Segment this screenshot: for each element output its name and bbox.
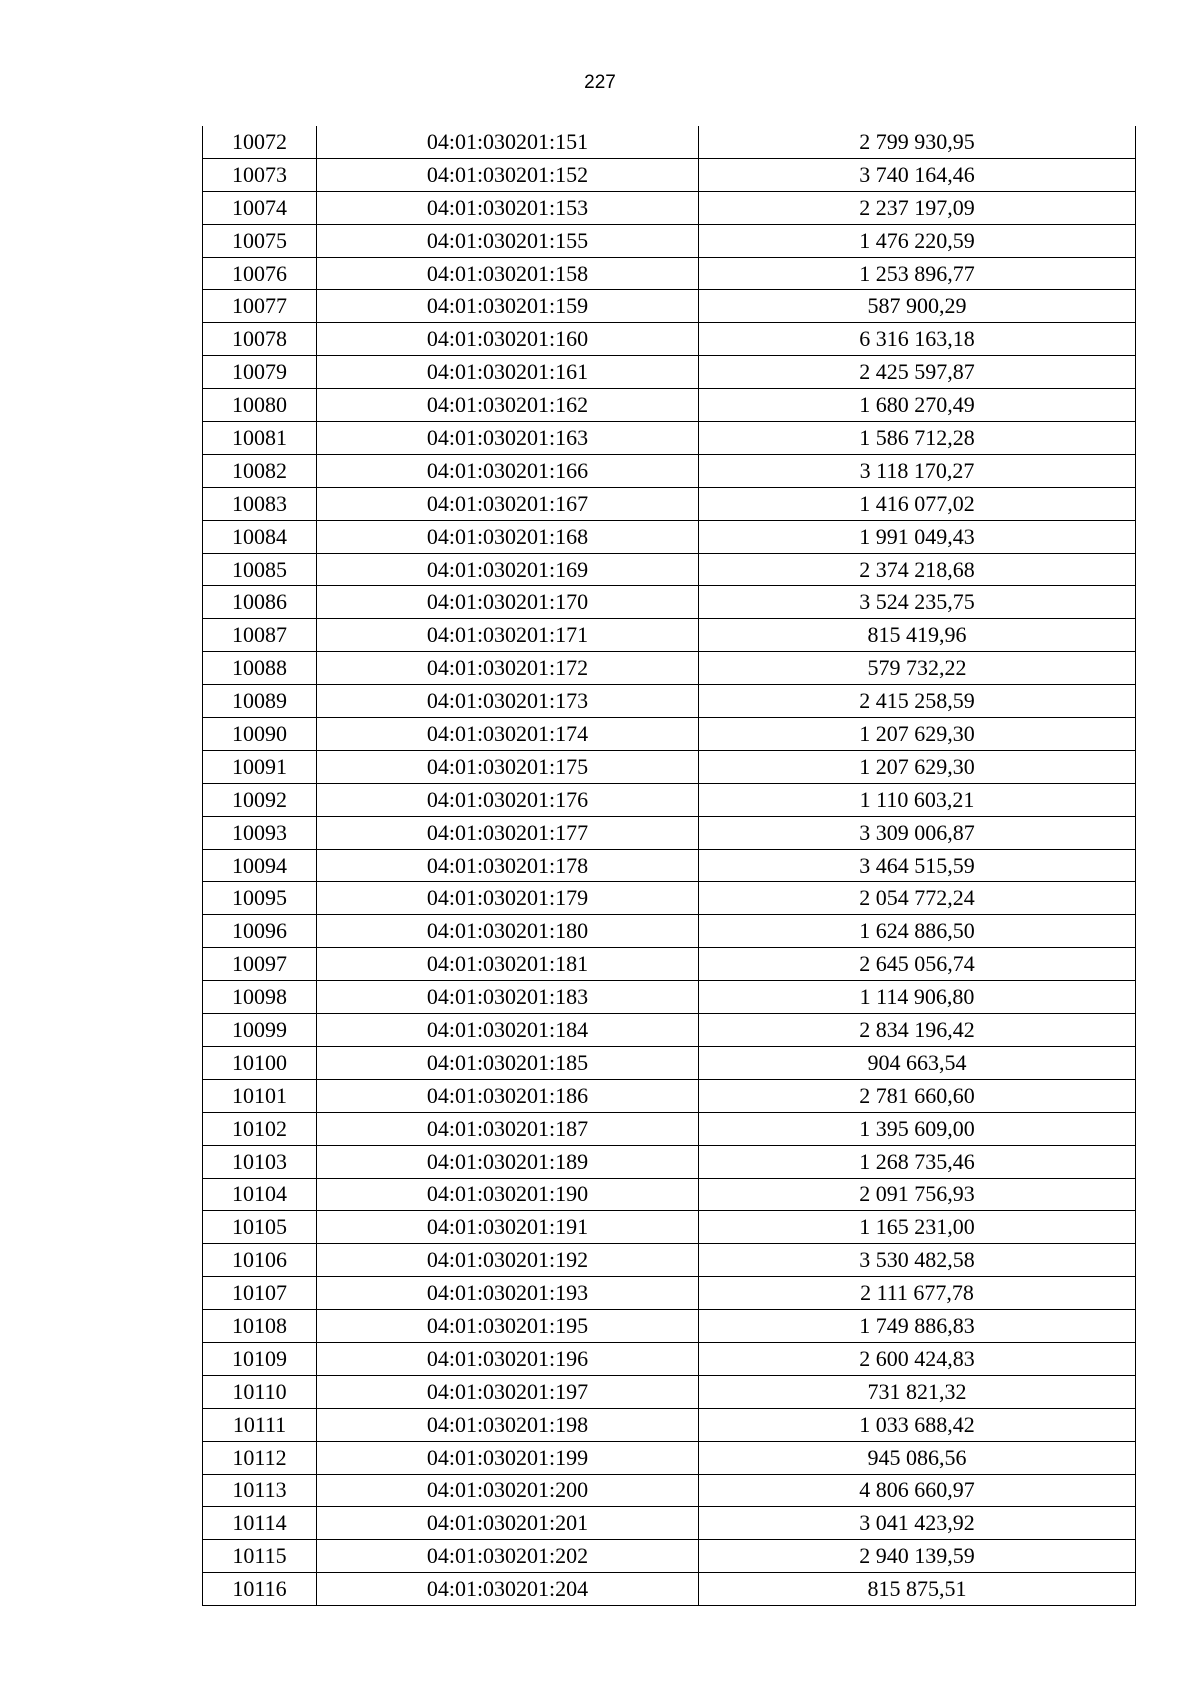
row-number-cell: 10110 <box>203 1375 317 1408</box>
row-number-cell: 10095 <box>203 882 317 915</box>
table-row <box>203 224 1136 257</box>
row-number-cell: 10112 <box>203 1441 317 1474</box>
cadastral-number-cell: 04:01:030201:168 <box>317 520 699 553</box>
cadastral-number-cell: 04:01:030201:171 <box>317 619 699 652</box>
row-number-cell: 10076 <box>203 257 317 290</box>
table-row <box>203 586 1136 619</box>
table-row <box>203 1178 1136 1211</box>
row-number-cell: 10101 <box>203 1079 317 1112</box>
cadastral-number-cell: 04:01:030201:174 <box>317 718 699 751</box>
row-number-cell: 10085 <box>203 553 317 586</box>
cadastral-number-cell: 04:01:030201:179 <box>317 882 699 915</box>
cadastral-value-cell: 587 900,29 <box>699 290 1136 323</box>
row-number-cell: 10099 <box>203 1014 317 1047</box>
cadastral-number-cell: 04:01:030201:202 <box>317 1540 699 1573</box>
cadastral-value-cell: 2 425 597,87 <box>699 356 1136 389</box>
cadastral-value-cell: 3 309 006,87 <box>699 816 1136 849</box>
cadastral-number-cell: 04:01:030201:193 <box>317 1277 699 1310</box>
cadastral-value-cell: 2 415 258,59 <box>699 685 1136 718</box>
cadastral-number-cell: 04:01:030201:199 <box>317 1441 699 1474</box>
table-row <box>203 1014 1136 1047</box>
cadastral-value-cell: 3 464 515,59 <box>699 849 1136 882</box>
row-number-cell: 10074 <box>203 191 317 224</box>
cadastral-number-cell: 04:01:030201:204 <box>317 1573 699 1606</box>
row-number-cell: 10093 <box>203 816 317 849</box>
row-number-cell: 10098 <box>203 981 317 1014</box>
table-row <box>203 619 1136 652</box>
cadastral-number-cell: 04:01:030201:176 <box>317 783 699 816</box>
cadastral-number-cell: 04:01:030201:153 <box>317 191 699 224</box>
cadastral-value-cell: 2 781 660,60 <box>699 1079 1136 1112</box>
cadastral-value-cell: 945 086,56 <box>699 1441 1136 1474</box>
row-number-cell: 10100 <box>203 1046 317 1079</box>
row-number-cell: 10080 <box>203 389 317 422</box>
cadastral-value-cell: 2 834 196,42 <box>699 1014 1136 1047</box>
cadastral-value-cell: 1 680 270,49 <box>699 389 1136 422</box>
cadastral-value-cell: 1 033 688,42 <box>699 1408 1136 1441</box>
table-row <box>203 422 1136 455</box>
table-row <box>203 158 1136 191</box>
cadastral-number-cell: 04:01:030201:184 <box>317 1014 699 1047</box>
table-row <box>203 1507 1136 1540</box>
cadastral-value-cell: 2 237 197,09 <box>699 191 1136 224</box>
cadastral-value-cell: 815 875,51 <box>699 1573 1136 1606</box>
table-body <box>203 126 1136 1606</box>
row-number-cell: 10087 <box>203 619 317 652</box>
cadastral-value-cell: 579 732,22 <box>699 652 1136 685</box>
table-row <box>203 1375 1136 1408</box>
table-row <box>203 1079 1136 1112</box>
cadastral-value-cell: 2 600 424,83 <box>699 1342 1136 1375</box>
cadastral-number-cell: 04:01:030201:152 <box>317 158 699 191</box>
cadastral-value-cell: 1 395 609,00 <box>699 1112 1136 1145</box>
cadastral-value-cell: 1 253 896,77 <box>699 257 1136 290</box>
cadastral-value-cell: 6 316 163,18 <box>699 323 1136 356</box>
cadastral-value-cell: 1 207 629,30 <box>699 750 1136 783</box>
cadastral-number-cell: 04:01:030201:162 <box>317 389 699 422</box>
cadastral-value-cell: 3 118 170,27 <box>699 454 1136 487</box>
table-row <box>203 1573 1136 1606</box>
row-number-cell: 10105 <box>203 1211 317 1244</box>
row-number-cell: 10111 <box>203 1408 317 1441</box>
table-row <box>203 487 1136 520</box>
table-row <box>203 783 1136 816</box>
table-row <box>203 191 1136 224</box>
cadastral-number-cell: 04:01:030201:183 <box>317 981 699 1014</box>
row-number-cell: 10077 <box>203 290 317 323</box>
row-number-cell: 10084 <box>203 520 317 553</box>
cadastral-number-cell: 04:01:030201:166 <box>317 454 699 487</box>
cadastral-value-cell: 1 110 603,21 <box>699 783 1136 816</box>
table-row <box>203 323 1136 356</box>
table-row <box>203 1408 1136 1441</box>
cadastral-value-cell: 1 207 629,30 <box>699 718 1136 751</box>
table-row <box>203 454 1136 487</box>
cadastral-number-cell: 04:01:030201:169 <box>317 553 699 586</box>
row-number-cell: 10114 <box>203 1507 317 1540</box>
cadastral-value-cell: 3 530 482,58 <box>699 1244 1136 1277</box>
row-number-cell: 10078 <box>203 323 317 356</box>
table-row <box>203 685 1136 718</box>
table-row <box>203 1211 1136 1244</box>
row-number-cell: 10097 <box>203 948 317 981</box>
table-row <box>203 553 1136 586</box>
row-number-cell: 10102 <box>203 1112 317 1145</box>
table-row <box>203 1112 1136 1145</box>
cadastral-value-cell: 3 524 235,75 <box>699 586 1136 619</box>
row-number-cell: 10088 <box>203 652 317 685</box>
cadastral-number-cell: 04:01:030201:170 <box>317 586 699 619</box>
row-number-cell: 10096 <box>203 915 317 948</box>
table-row <box>203 882 1136 915</box>
cadastral-value-cell: 1 991 049,43 <box>699 520 1136 553</box>
cadastral-number-cell: 04:01:030201:195 <box>317 1310 699 1343</box>
page-number: 227 <box>584 72 616 93</box>
cadastral-number-cell: 04:01:030201:175 <box>317 750 699 783</box>
table-row <box>203 389 1136 422</box>
table-row <box>203 356 1136 389</box>
row-number-cell: 10092 <box>203 783 317 816</box>
cadastral-value-cell: 904 663,54 <box>699 1046 1136 1079</box>
table-row <box>203 849 1136 882</box>
table-row <box>203 1441 1136 1474</box>
row-number-cell: 10107 <box>203 1277 317 1310</box>
cadastral-value-table <box>202 126 1136 1606</box>
cadastral-number-cell: 04:01:030201:159 <box>317 290 699 323</box>
cadastral-number-cell: 04:01:030201:161 <box>317 356 699 389</box>
row-number-cell: 10091 <box>203 750 317 783</box>
row-number-cell: 10086 <box>203 586 317 619</box>
row-number-cell: 10079 <box>203 356 317 389</box>
cadastral-value-cell: 2 940 139,59 <box>699 1540 1136 1573</box>
table-row <box>203 750 1136 783</box>
cadastral-number-cell: 04:01:030201:187 <box>317 1112 699 1145</box>
table-row <box>203 915 1136 948</box>
table-row <box>203 1145 1136 1178</box>
row-number-cell: 10094 <box>203 849 317 882</box>
cadastral-number-cell: 04:01:030201:167 <box>317 487 699 520</box>
table-row <box>203 1310 1136 1343</box>
row-number-cell: 10103 <box>203 1145 317 1178</box>
cadastral-number-cell: 04:01:030201:181 <box>317 948 699 981</box>
table-row <box>203 520 1136 553</box>
cadastral-number-cell: 04:01:030201:177 <box>317 816 699 849</box>
cadastral-value-cell: 815 419,96 <box>699 619 1136 652</box>
table-row <box>203 981 1136 1014</box>
cadastral-number-cell: 04:01:030201:191 <box>317 1211 699 1244</box>
cadastral-number-cell: 04:01:030201:178 <box>317 849 699 882</box>
row-number-cell: 10106 <box>203 1244 317 1277</box>
table-row <box>203 948 1136 981</box>
cadastral-number-cell: 04:01:030201:173 <box>317 685 699 718</box>
cadastral-value-cell: 1 586 712,28 <box>699 422 1136 455</box>
cadastral-number-cell: 04:01:030201:172 <box>317 652 699 685</box>
row-number-cell: 10109 <box>203 1342 317 1375</box>
cadastral-value-cell: 1 749 886,83 <box>699 1310 1136 1343</box>
cadastral-value-cell: 3 041 423,92 <box>699 1507 1136 1540</box>
cadastral-number-cell: 04:01:030201:197 <box>317 1375 699 1408</box>
cadastral-number-cell: 04:01:030201:198 <box>317 1408 699 1441</box>
row-number-cell: 10082 <box>203 454 317 487</box>
row-number-cell: 10113 <box>203 1474 317 1507</box>
cadastral-value-cell: 2 374 218,68 <box>699 553 1136 586</box>
cadastral-number-cell: 04:01:030201:196 <box>317 1342 699 1375</box>
cadastral-value-cell: 4 806 660,97 <box>699 1474 1136 1507</box>
table-row <box>203 718 1136 751</box>
cadastral-value-cell: 1 114 906,80 <box>699 981 1136 1014</box>
table-row <box>203 257 1136 290</box>
table-row <box>203 126 1136 158</box>
row-number-cell: 10081 <box>203 422 317 455</box>
cadastral-value-cell: 1 165 231,00 <box>699 1211 1136 1244</box>
row-number-cell: 10073 <box>203 158 317 191</box>
table-row <box>203 1540 1136 1573</box>
row-number-cell: 10072 <box>203 126 317 158</box>
row-number-cell: 10108 <box>203 1310 317 1343</box>
row-number-cell: 10075 <box>203 224 317 257</box>
table-row <box>203 652 1136 685</box>
cadastral-value-cell: 731 821,32 <box>699 1375 1136 1408</box>
cadastral-number-cell: 04:01:030201:185 <box>317 1046 699 1079</box>
cadastral-value-cell: 2 799 930,95 <box>699 126 1136 158</box>
row-number-cell: 10104 <box>203 1178 317 1211</box>
cadastral-number-cell: 04:01:030201:189 <box>317 1145 699 1178</box>
cadastral-number-cell: 04:01:030201:200 <box>317 1474 699 1507</box>
cadastral-value-cell: 1 268 735,46 <box>699 1145 1136 1178</box>
cadastral-value-cell: 2 645 056,74 <box>699 948 1136 981</box>
row-number-cell: 10090 <box>203 718 317 751</box>
table-row <box>203 1244 1136 1277</box>
cadastral-number-cell: 04:01:030201:151 <box>317 126 699 158</box>
cadastral-value-cell: 3 740 164,46 <box>699 158 1136 191</box>
table-row <box>203 290 1136 323</box>
cadastral-value-cell: 1 416 077,02 <box>699 487 1136 520</box>
cadastral-number-cell: 04:01:030201:160 <box>317 323 699 356</box>
cadastral-value-cell: 2 054 772,24 <box>699 882 1136 915</box>
table-row <box>203 816 1136 849</box>
cadastral-value-cell: 2 091 756,93 <box>699 1178 1136 1211</box>
cadastral-number-cell: 04:01:030201:155 <box>317 224 699 257</box>
table-row <box>203 1277 1136 1310</box>
table-row <box>203 1342 1136 1375</box>
row-number-cell: 10115 <box>203 1540 317 1573</box>
cadastral-number-cell: 04:01:030201:158 <box>317 257 699 290</box>
row-number-cell: 10116 <box>203 1573 317 1606</box>
row-number-cell: 10083 <box>203 487 317 520</box>
cadastral-number-cell: 04:01:030201:201 <box>317 1507 699 1540</box>
cadastral-number-cell: 04:01:030201:180 <box>317 915 699 948</box>
cadastral-number-cell: 04:01:030201:192 <box>317 1244 699 1277</box>
row-number-cell: 10089 <box>203 685 317 718</box>
cadastral-number-cell: 04:01:030201:163 <box>317 422 699 455</box>
table-row <box>203 1474 1136 1507</box>
cadastral-number-cell: 04:01:030201:186 <box>317 1079 699 1112</box>
cadastral-value-cell: 1 624 886,50 <box>699 915 1136 948</box>
cadastral-number-cell: 04:01:030201:190 <box>317 1178 699 1211</box>
table-row <box>203 1046 1136 1079</box>
cadastral-value-cell: 2 111 677,78 <box>699 1277 1136 1310</box>
cadastral-value-cell: 1 476 220,59 <box>699 224 1136 257</box>
